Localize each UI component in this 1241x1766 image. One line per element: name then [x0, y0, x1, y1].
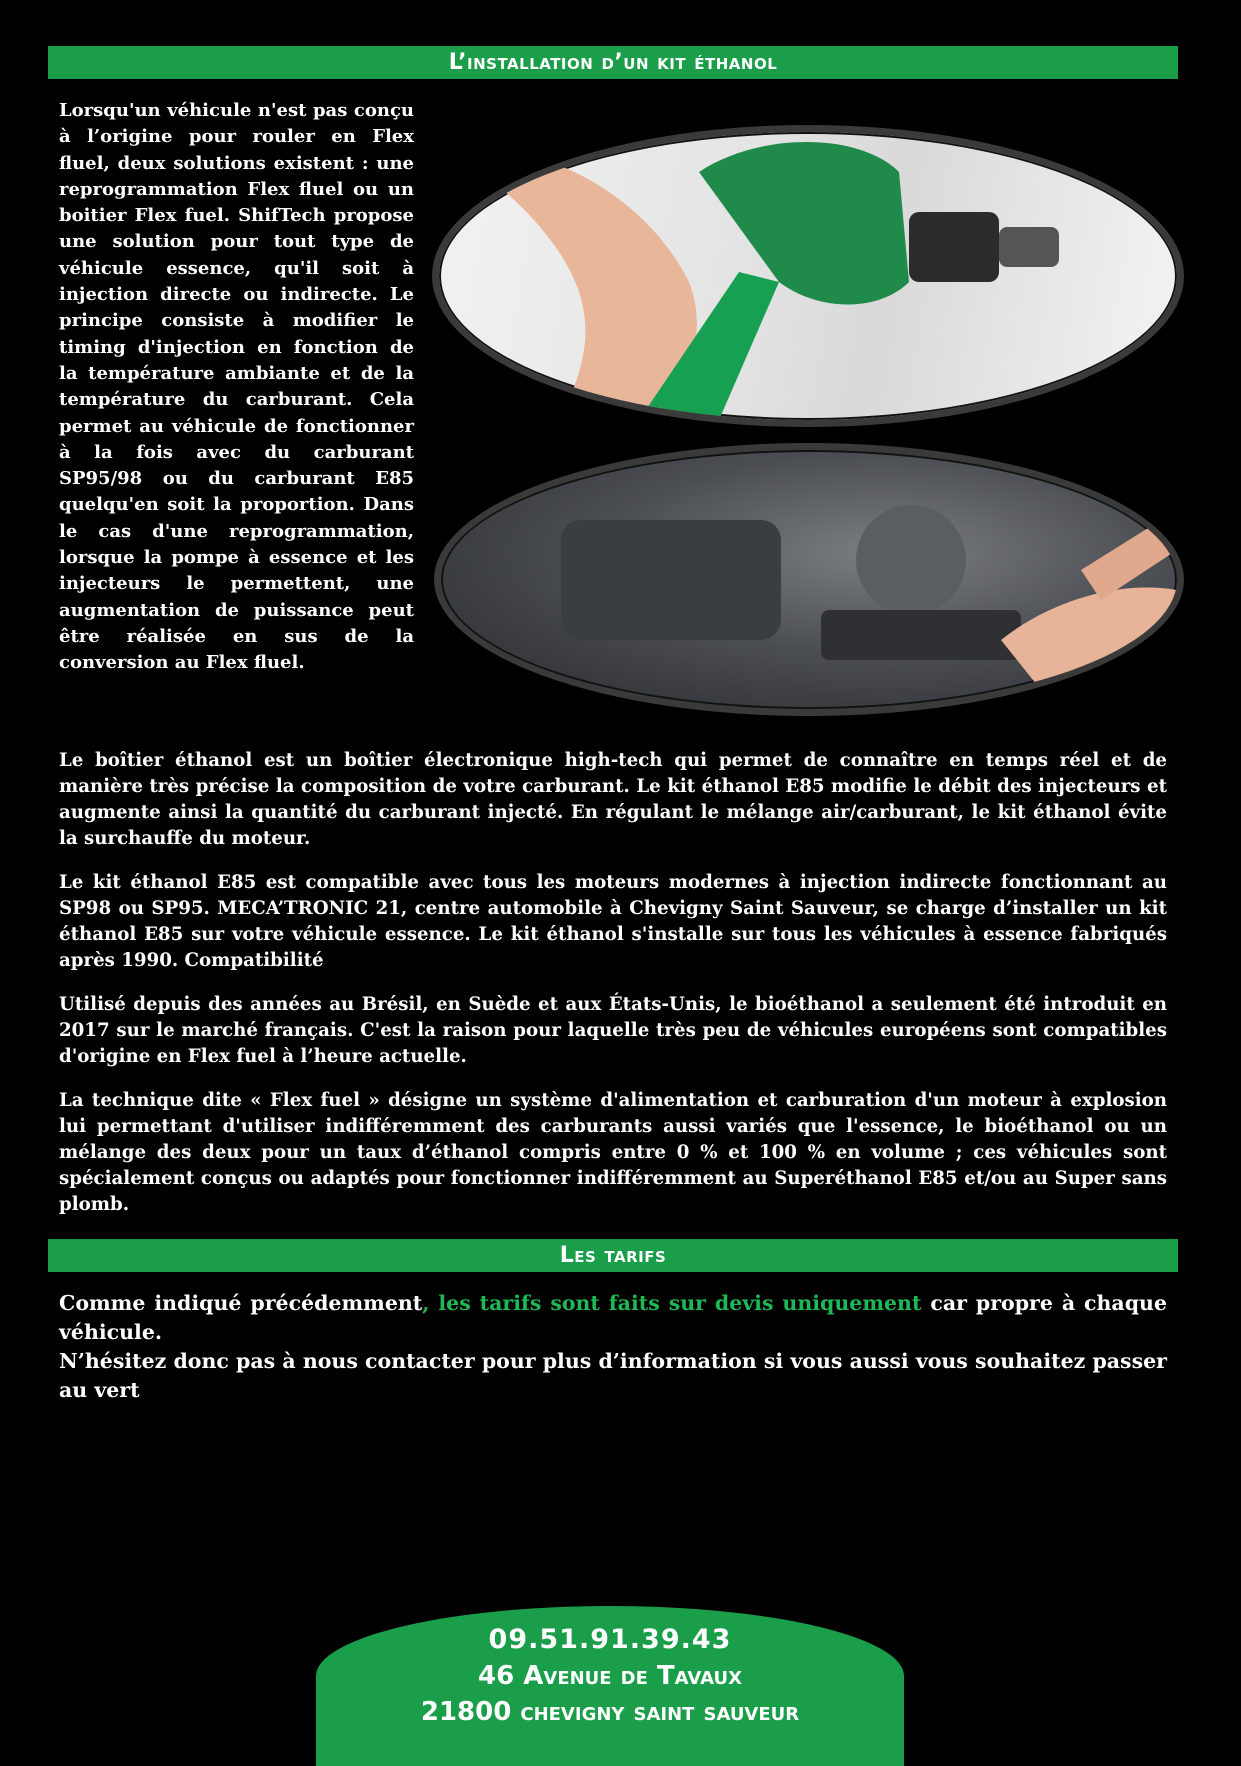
- paragraph-history: Utilisé depuis des années au Brésil, en Suède et aux États-Unis, le bioéthanol a seulement été introduit en 2017 sur le marché français. C'est la raison pour laquelle très peu de véhicules européens sont compatibles d'origine en Flex fuel à l’heure actuelle.: [59, 994, 1167, 1067]
- intro-paragraph: Lorsqu'un véhicule n'est pas conçu à l’origine pour rouler en Flex fluel, deux solutions existent : une reprogrammation Flex fluel ou un boitier Flex fuel. ShifTech propose une solution pour tout type de véhicule essence, qu'il soit à injection directe ou indirecte. Le principe consiste à modifier le timing d'injection en fonction de la température ambiante et de la température du carburant. Cela permet au véhicule de fonctionner à la fois avec du carburant SP95/98 ou du carburant E85 quelqu'en soit la proportion. Dans le cas d'une reprogrammation, lorsque la pompe à essence et les injecteurs le permettent, une augmentation de puissance peut être réalisée en sus de la conversion au Flex fluel.: [59, 100, 414, 674]
- tarifs-text-before: Comme indiqué précédemment: [59, 1291, 423, 1315]
- paragraph-compatibility: Le kit éthanol E85 est compatible avec tous les moteurs modernes à injection indirecte fonctionnant au SP98 ou SP95. MECA’TRONIC 21, centre automobile à Chevigny Saint Sauveur, se charge d’installer un kit éthanol E85 sur votre véhicule essence. Le kit éthanol s'installe sur tous les véhicules à essence fabriqués après 1990. Compatibilité: [59, 872, 1167, 971]
- section-title-installation: L’installation d’un kit éthanol: [48, 46, 1178, 79]
- engine-bay-photo: [434, 443, 1184, 716]
- contact-city: 21800 chevigny saint sauveur: [420, 1697, 800, 1727]
- section-title-tarifs: Les tarifs: [48, 1239, 1178, 1272]
- tarifs-highlight: , les tarifs sont faits sur devis uniquement: [422, 1291, 922, 1315]
- tarifs-line-1: [59, 1289, 1167, 1347]
- tarifs-line-2: N’hésitez donc pas à nous contacter pour plus d’information si vous aussi vous souhaitez passer au vert: [59, 1349, 1167, 1402]
- tarifs-text-after: car propre à chaque véhicule.: [59, 1291, 1167, 1344]
- fuel-nozzle-photo: [432, 125, 1184, 427]
- tarifs-text: [59, 1289, 1167, 1405]
- contact-phone[interactable]: 09.51.91.39.43: [488, 1624, 732, 1655]
- contact-address: 46 Avenue de Tavaux: [478, 1661, 742, 1691]
- paragraph-boitier: Le boîtier éthanol est un boîtier électronique high-tech qui permet de connaître en temps réel et de manière très précise la composition de votre carburant. Le kit éthanol E85 modifie le débit des injecteurs et augmente ainsi la quantité du carburant injecté. En régulant le mélange air/carburant, le kit éthanol évite la surchauffe du moteur.: [59, 750, 1167, 849]
- paragraph-flex-fuel: La technique dite « Flex fuel » désigne un système d'alimentation et carburation d'un moteur à explosion lui permettant d'utiliser indifféremment des carburants aussi variés que l'essence, le bioéthanol ou un mélange des deux pour un taux d’éthanol compris entre 0 % et 100 % en volume ; ces véhicules sont spécialement conçus ou adaptés pour fonctionner indifféremment au Superéthanol E85 et/ou au Super sans plomb.: [59, 1090, 1167, 1215]
- contact-block: [316, 1606, 904, 1766]
